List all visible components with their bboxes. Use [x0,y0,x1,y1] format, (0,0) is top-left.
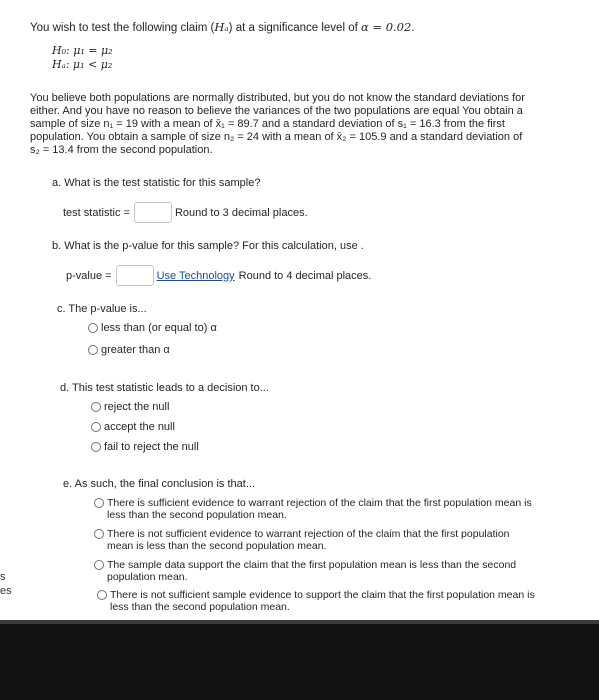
description-line: either. And you have no reason to believe the variances of the two populations are equal You obtain a [30,105,523,117]
bottom-divider [0,620,599,624]
part-c-option[interactable]: less than (or equal to) α [88,322,217,334]
description-line: sample of size n₁ = 19 with a mean of x̄₁ = 89.7 and a standard deviation of s₁ = 16.3 from the first [30,118,505,130]
radio-button[interactable] [88,345,98,355]
description-line: population. You obtain a sample of size n₂ = 24 with a mean of x̄₂ = 105.9 and a standard deviation of [30,131,523,143]
part-d-question: d. This test statistic leads to a decision to... [60,382,269,394]
part-e-option[interactable]: There is sufficient evidence to warrant rejection of the claim that the first population mean is less than the second population mean. [94,497,532,521]
part-a-answer-row [63,202,308,223]
null-hypothesis: H₀: μ₁ = μ₂ [52,44,113,57]
alternative-hypothesis: Hₐ: μ₁ < μ₂ [52,58,113,71]
part-d-option[interactable]: fail to reject the null [91,441,199,453]
part-c-question: c. The p-value is... [57,303,147,315]
p-value-input[interactable] [116,265,154,286]
radio-button[interactable] [88,323,98,333]
intro-text: You wish to test the following claim ( [30,22,215,34]
part-d-option[interactable]: accept the null [91,421,175,433]
p-value-label: p-value = [66,269,112,282]
radio-button[interactable] [91,402,101,412]
part-e-option[interactable]: There is not sufficient evidence to warrant rejection of the claim that the first population mean is less than the second population mean. [94,528,510,552]
part-d-option[interactable]: reject the null [91,401,169,413]
intro-mid-text: ) at a significance level of [228,22,361,34]
part-a-hint: Round to 3 decimal places. [174,206,308,219]
radio-button[interactable] [94,529,104,539]
part-e-option[interactable]: There is not sufficient sample evidence to support the claim that the first population mean is less than the second population mean. [97,589,535,613]
part-c-option[interactable]: greater than α [88,344,170,356]
description-line: s₂ = 13.4 from the second population. [30,144,213,156]
radio-button[interactable] [91,422,101,432]
radio-button[interactable] [97,590,107,600]
description-line: You believe both populations are normally distributed, but you do not know the standard deviations for [30,92,525,104]
sidebar-fragment: s es [0,571,12,597]
use-technology-link[interactable]: Use Technology [156,269,235,282]
part-e-option[interactable]: The sample data support the claim that the first population mean is less than the second population mean. [94,559,516,583]
test-statistic-label: test statistic = [63,206,130,219]
radio-button[interactable] [94,498,104,508]
radio-button[interactable] [91,442,101,452]
alpha-value: α = 0.02 [361,20,412,34]
part-b-answer-row [66,265,371,286]
part-b-question: b. What is the p-value for this sample? For this calculation, use . [52,240,364,252]
claim-symbol: Hₐ [214,20,229,34]
part-b-hint: Round to 4 decimal places. [238,269,372,282]
part-e-question: e. As such, the final conclusion is that... [63,478,255,490]
radio-button[interactable] [94,560,104,570]
part-a-question: a. What is the test statistic for this sample? [52,177,261,189]
bottom-panel [0,620,599,700]
question-intro: You wish to test the following claim (Hₐ) at a significance level of α = 0.02. [30,20,415,34]
test-statistic-input[interactable] [134,202,172,223]
